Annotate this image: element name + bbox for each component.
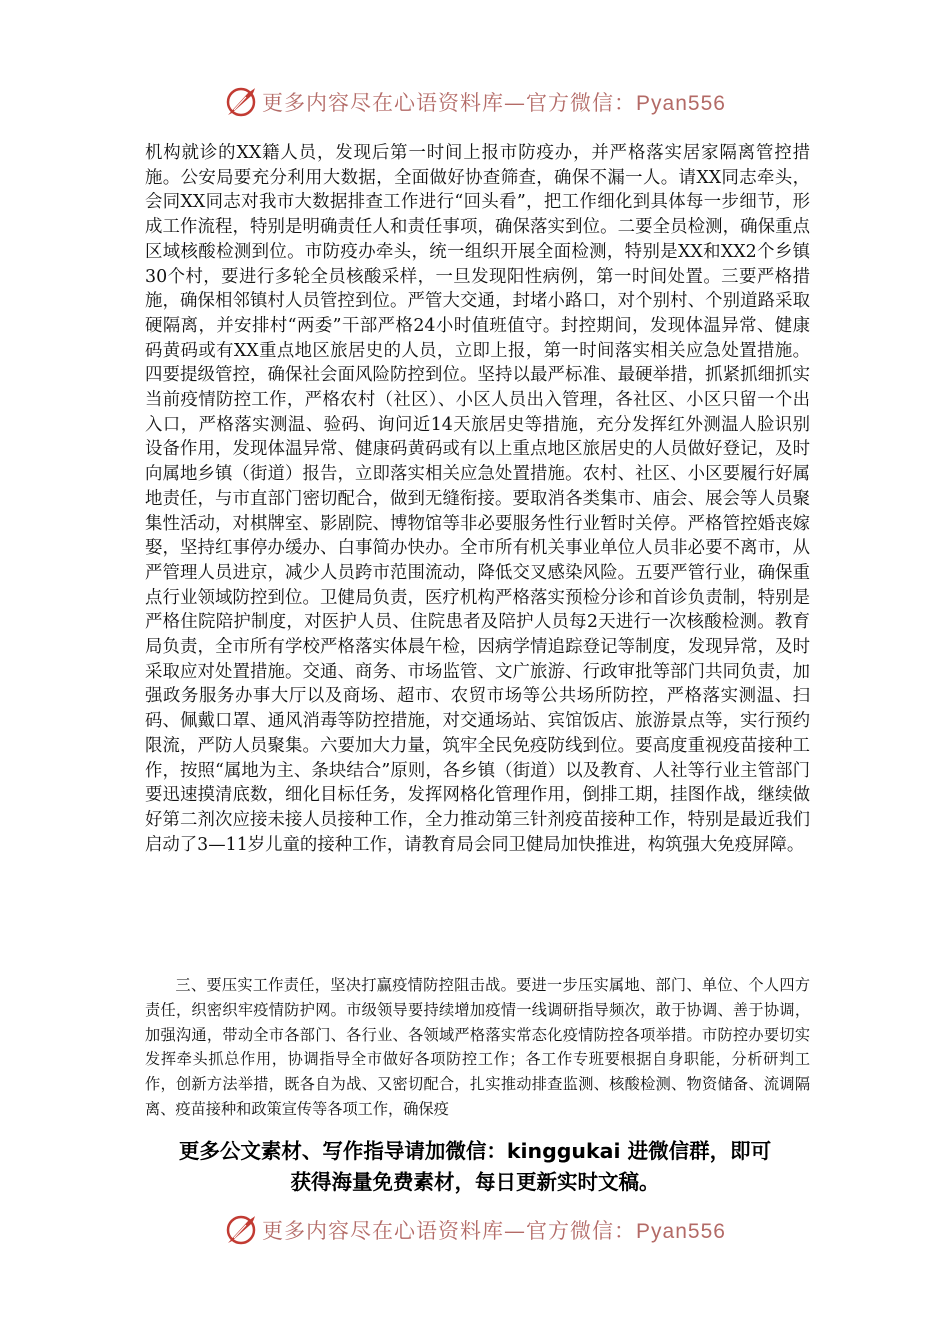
- promo-notice: [140, 1136, 810, 1198]
- watermark-text: [262, 87, 726, 117]
- watermark-wechat-id: Pyan556: [636, 1220, 726, 1243]
- watermark-label: 更多内容尽在心语资料库—官方微信：: [262, 1219, 637, 1243]
- watermark-label: 更多内容尽在心语资料库—官方微信：: [262, 91, 637, 115]
- quill-logo-icon: [224, 1213, 258, 1247]
- body-paragraph-1: 机构就诊的XX籍人员，发现后第一时间上报市防疫办，并严格落实居家隔离管控措施。公安局要充分利用大数据，全面做好协查筛查，确保不漏一人。请XX同志牵头，会同XX同志对我市大数据排查工作进行“回头看”，把工作细化到具体每一步细节，形成工作流程，特别是明确责任人和责任事项，确保落实到位。二要全员检测，确保重点区域核酸检测到位。市防疫办牵头，统一组织开展全面检测，特别是XX和XX2个乡镇30个村，要进行多轮全员核酸采样，一旦发现阳性病例，第一时间处置。三要严格措施，确保相邻镇村人员管控到位。严管大交通，封堵小路口，对个别村、个别道路采取硬隔离，并安排村“两委”干部严格24小时值班值守。封控期间，发现体温异常、健康码黄码或有XX重点地区旅居史的人员，立即上报，第一时间落实相关应急处置措施。四要提级管控，确保社会面风险防控到位。坚持以最严标准、最硬举措，抓紧抓细抓实当前疫情防控工作，严格农村（社区）、小区人员出入管理，各社区、小区只留一个出入口，严格落实测温、验码、询问近14天旅居史等措施，充分发挥红外测温人脸识别设备作用，发现体温异常、健康码黄码或有以上重点地区旅居史的人员做好登记，及时向属地乡镇（街道）报告，立即落实相关应急处置措施。农村、社区、小区要履行好属地责任，与市直部门密切配合，做到无缝衔接。要取消各类集市、庙会、展会等人员聚集性活动，对棋牌室、影剧院、博物馆等非必要服务性行业暂时关停。严格管控婚丧嫁娶，坚持红事停办缓办、白事简办快办。全市所有机关事业单位人员非必要不离市，从严管理人员进京，减少人员跨市范围流动，降低交叉感染风险。五要严管行业，确保重点行业领域防控到位。卫健局负责，医疗机构严格落实预检分诊和首诊负责制，特别是严格住院陪护制度，对医护人员、住院患者及陪护人员每2天进行一次核酸检测。教育局负责，全市所有学校严格落实体晨午检，因病学情追踪登记等制度，发现异常，及时采取应对处置措施。交通、商务、市场监管、文广旅游、行政审批等部门共同负责，加强政务服务办事大厅以及商场、超市、农贸市场等公共场所防控，严格落实测温、扫码、佩戴口罩、通风消毒等防控措施，对交通场站、宾馆饭店、旅游景点等，实行预约限流，严防人员聚集。六要加大力量，筑牢全民免疫防线到位。要高度重视疫苗接种工作，按照“属地为主、条块结合”原则，各乡镇（街道）以及教育、人社等行业主管部门要迅速摸清底数，细化目标任务，发挥网格化管理作用，倒排工期，挂图作战，继续做好第二剂次应接未接人员接种工作，全力推动第三针剂疫苗接种工作，特别是最近我们启动了3—11岁儿童的接种工作，请教育局会同卫健局加快推进，构筑强大免疫屏障。: [145, 143, 810, 855]
- quill-logo-icon: [224, 85, 258, 119]
- promo-line-2: 获得海量免费素材，每日更新实时文稿。: [290, 1170, 660, 1194]
- watermark-wechat-id: Pyan556: [636, 92, 726, 115]
- promo-line-1: 更多公文素材、写作指导请加微信：kinggukai 进微信群，即可: [178, 1139, 772, 1163]
- footer-watermark: [0, 1210, 950, 1250]
- body-paragraph-2: 三、要压实工作责任，坚决打赢疫情防控阻击战。要进一步压实属地、部门、单位、个人四方责任，织密织牢疫情防护网。市级领导要持续增加疫情一线调研指导频次，敢于协调、善于协调，加强沟通，带动全市各部门、各行业、各领域严格落实常态化疫情防控各项举措。市防控办要切实发挥牵头抓总作用，协调指导全市做好各项防控工作；各工作专班要根据自身职能，分析研判工作，创新方法举措，既各自为战、又密切配合，扎实推动排查监测、核酸检测、物资储备、流调隔离、疫苗接种和政策宣传等各项工作，确保疫: [145, 976, 810, 1118]
- watermark-text: [262, 1215, 726, 1245]
- header-watermark: [0, 82, 950, 122]
